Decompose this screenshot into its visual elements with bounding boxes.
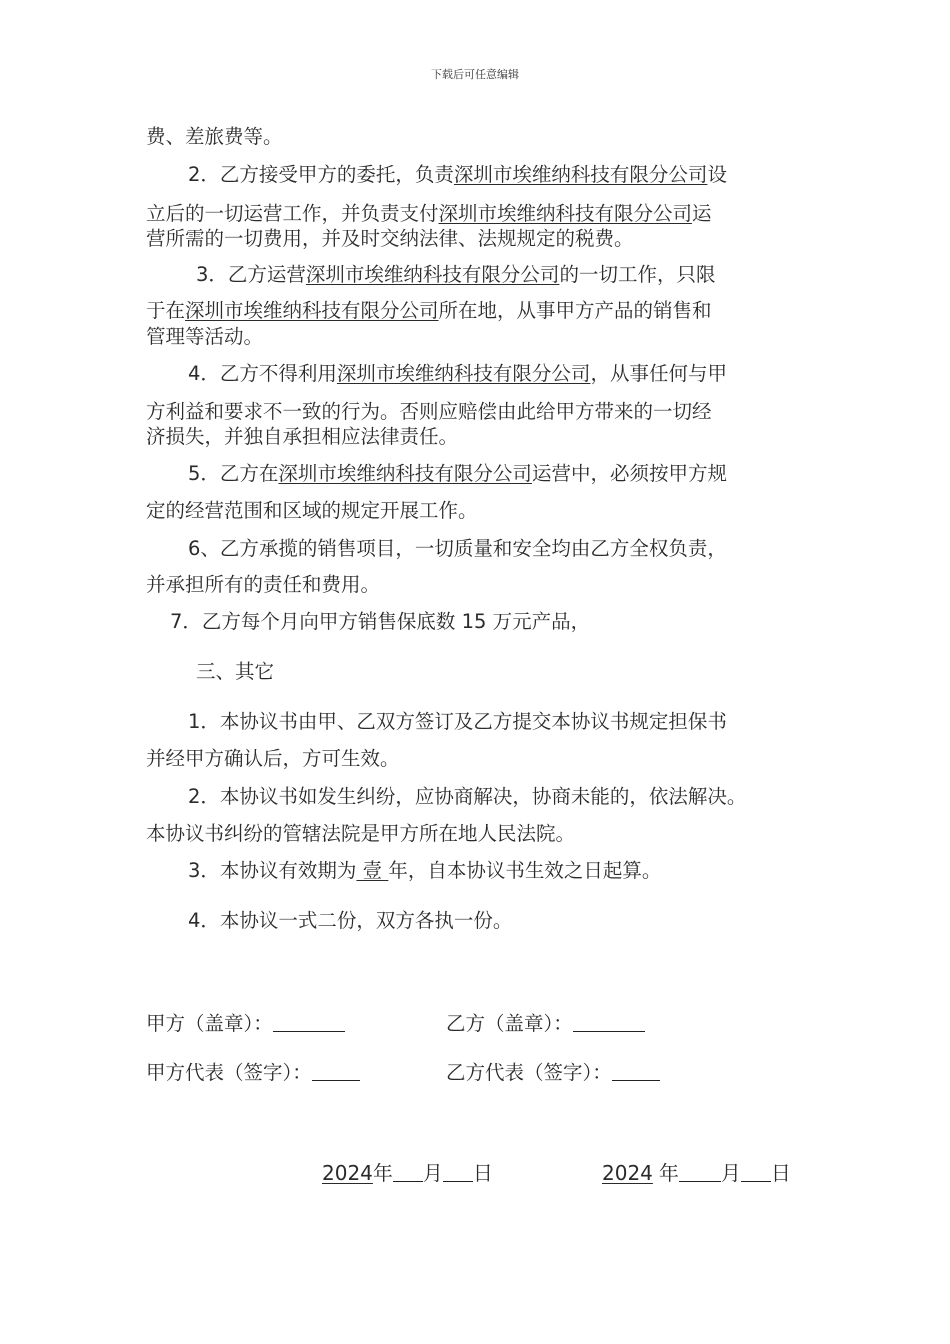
clause-6: 6、乙方承揽的销售项目，一切质量和安全均由乙方全权负责， bbox=[188, 537, 727, 560]
company-name: 深圳市埃维纳科技有限分公司 bbox=[336, 362, 591, 385]
clause-4: 4．乙方不得利用深圳市埃维纳科技有限分公司，从事任何与甲 bbox=[188, 362, 727, 385]
paragraph-line: 费、差旅费等。 bbox=[146, 125, 283, 148]
date-month-blank[interactable] bbox=[393, 1163, 423, 1182]
party-b-representative: 乙方代表（签字）： bbox=[446, 1057, 660, 1085]
section-heading: 三、其它 bbox=[196, 660, 275, 683]
party-b-seal-blank[interactable] bbox=[573, 1013, 645, 1032]
party-b-date: 2024 年 月 日 bbox=[596, 1157, 791, 1186]
clause-2: 2．乙方接受甲方的委托，负责深圳市埃维纳科技有限分公司设 bbox=[188, 163, 727, 186]
paragraph-line: 立后的一切运营工作，并负责支付深圳市埃维纳科技有限分公司运 bbox=[146, 202, 712, 225]
paragraph-line: 济损失，并独自承担相应法律责任。 bbox=[146, 425, 459, 448]
date-day-blank[interactable] bbox=[741, 1163, 771, 1182]
party-b-seal: 乙方（盖章）： bbox=[446, 1008, 645, 1036]
party-b-rep-blank[interactable] bbox=[612, 1062, 660, 1081]
paragraph-line: 于在深圳市埃维纳科技有限分公司所在地，从事甲方产品的销售和 bbox=[146, 299, 712, 322]
company-name: 深圳市埃维纳科技有限分公司 bbox=[438, 202, 693, 225]
other-clause-2: 2．本协议书如发生纠纷，应协商解决，协商未能的，依法解决。 bbox=[188, 785, 747, 808]
company-name: 深圳市埃维纳科技有限分公司 bbox=[278, 462, 532, 485]
other-clause-3: 3．本协议有效期为 壹 年，自本协议书生效之日起算。 bbox=[188, 859, 662, 882]
date-year: 2024 bbox=[602, 1161, 653, 1185]
party-a-seal: 甲方（盖章）： bbox=[146, 1008, 345, 1036]
party-a-seal-blank[interactable] bbox=[273, 1013, 345, 1032]
paragraph-line: 本协议书纠纷的管辖法院是甲方所在地人民法院。 bbox=[146, 822, 576, 845]
date-year: 2024 bbox=[322, 1161, 373, 1185]
party-a-date: 2024年 月 日 bbox=[322, 1161, 493, 1185]
date-month-blank[interactable] bbox=[679, 1163, 721, 1182]
company-name: 深圳市埃维纳科技有限分公司 bbox=[305, 263, 560, 286]
paragraph-line: 并经甲方确认后，方可生效。 bbox=[146, 747, 400, 770]
paragraph-line: 管理等活动。 bbox=[146, 325, 264, 348]
paragraph-line: 方利益和要求不一致的行为。否则应赔偿由此给甲方带来的一切经 bbox=[146, 400, 712, 423]
party-a-rep-blank[interactable] bbox=[312, 1062, 360, 1081]
clause-5: 5．乙方在深圳市埃维纳科技有限分公司运营中，必须按甲方规 bbox=[188, 462, 727, 485]
clause-3: 3．乙方运营深圳市埃维纳科技有限分公司的一切工作，只限 bbox=[196, 263, 716, 286]
other-clause-4: 4．本协议一式二份，双方各执一份。 bbox=[188, 909, 513, 932]
paragraph-line: 并承担所有的责任和费用。 bbox=[146, 573, 381, 596]
paragraph-line: 定的经营范围和区域的规定开展工作。 bbox=[146, 499, 478, 522]
company-name: 深圳市埃维纳科技有限分公司 bbox=[453, 163, 708, 186]
paragraph-line: 营所需的一切费用，并及时交纳法律、法规规定的税费。 bbox=[146, 227, 634, 250]
clause-7: 7．乙方每个月向甲方销售保底数 15 万元产品， bbox=[170, 610, 591, 633]
page-header: 下载后可任意编辑 bbox=[431, 68, 519, 81]
term-years: 壹 bbox=[356, 859, 389, 882]
other-clause-1: 1．本协议书由甲、乙双方签订及乙方提交本协议书规定担保书 bbox=[188, 710, 727, 733]
date-day-blank[interactable] bbox=[443, 1163, 473, 1182]
party-a-representative: 甲方代表（签字）： bbox=[146, 1057, 360, 1085]
company-name: 深圳市埃维纳科技有限分公司 bbox=[185, 299, 439, 322]
